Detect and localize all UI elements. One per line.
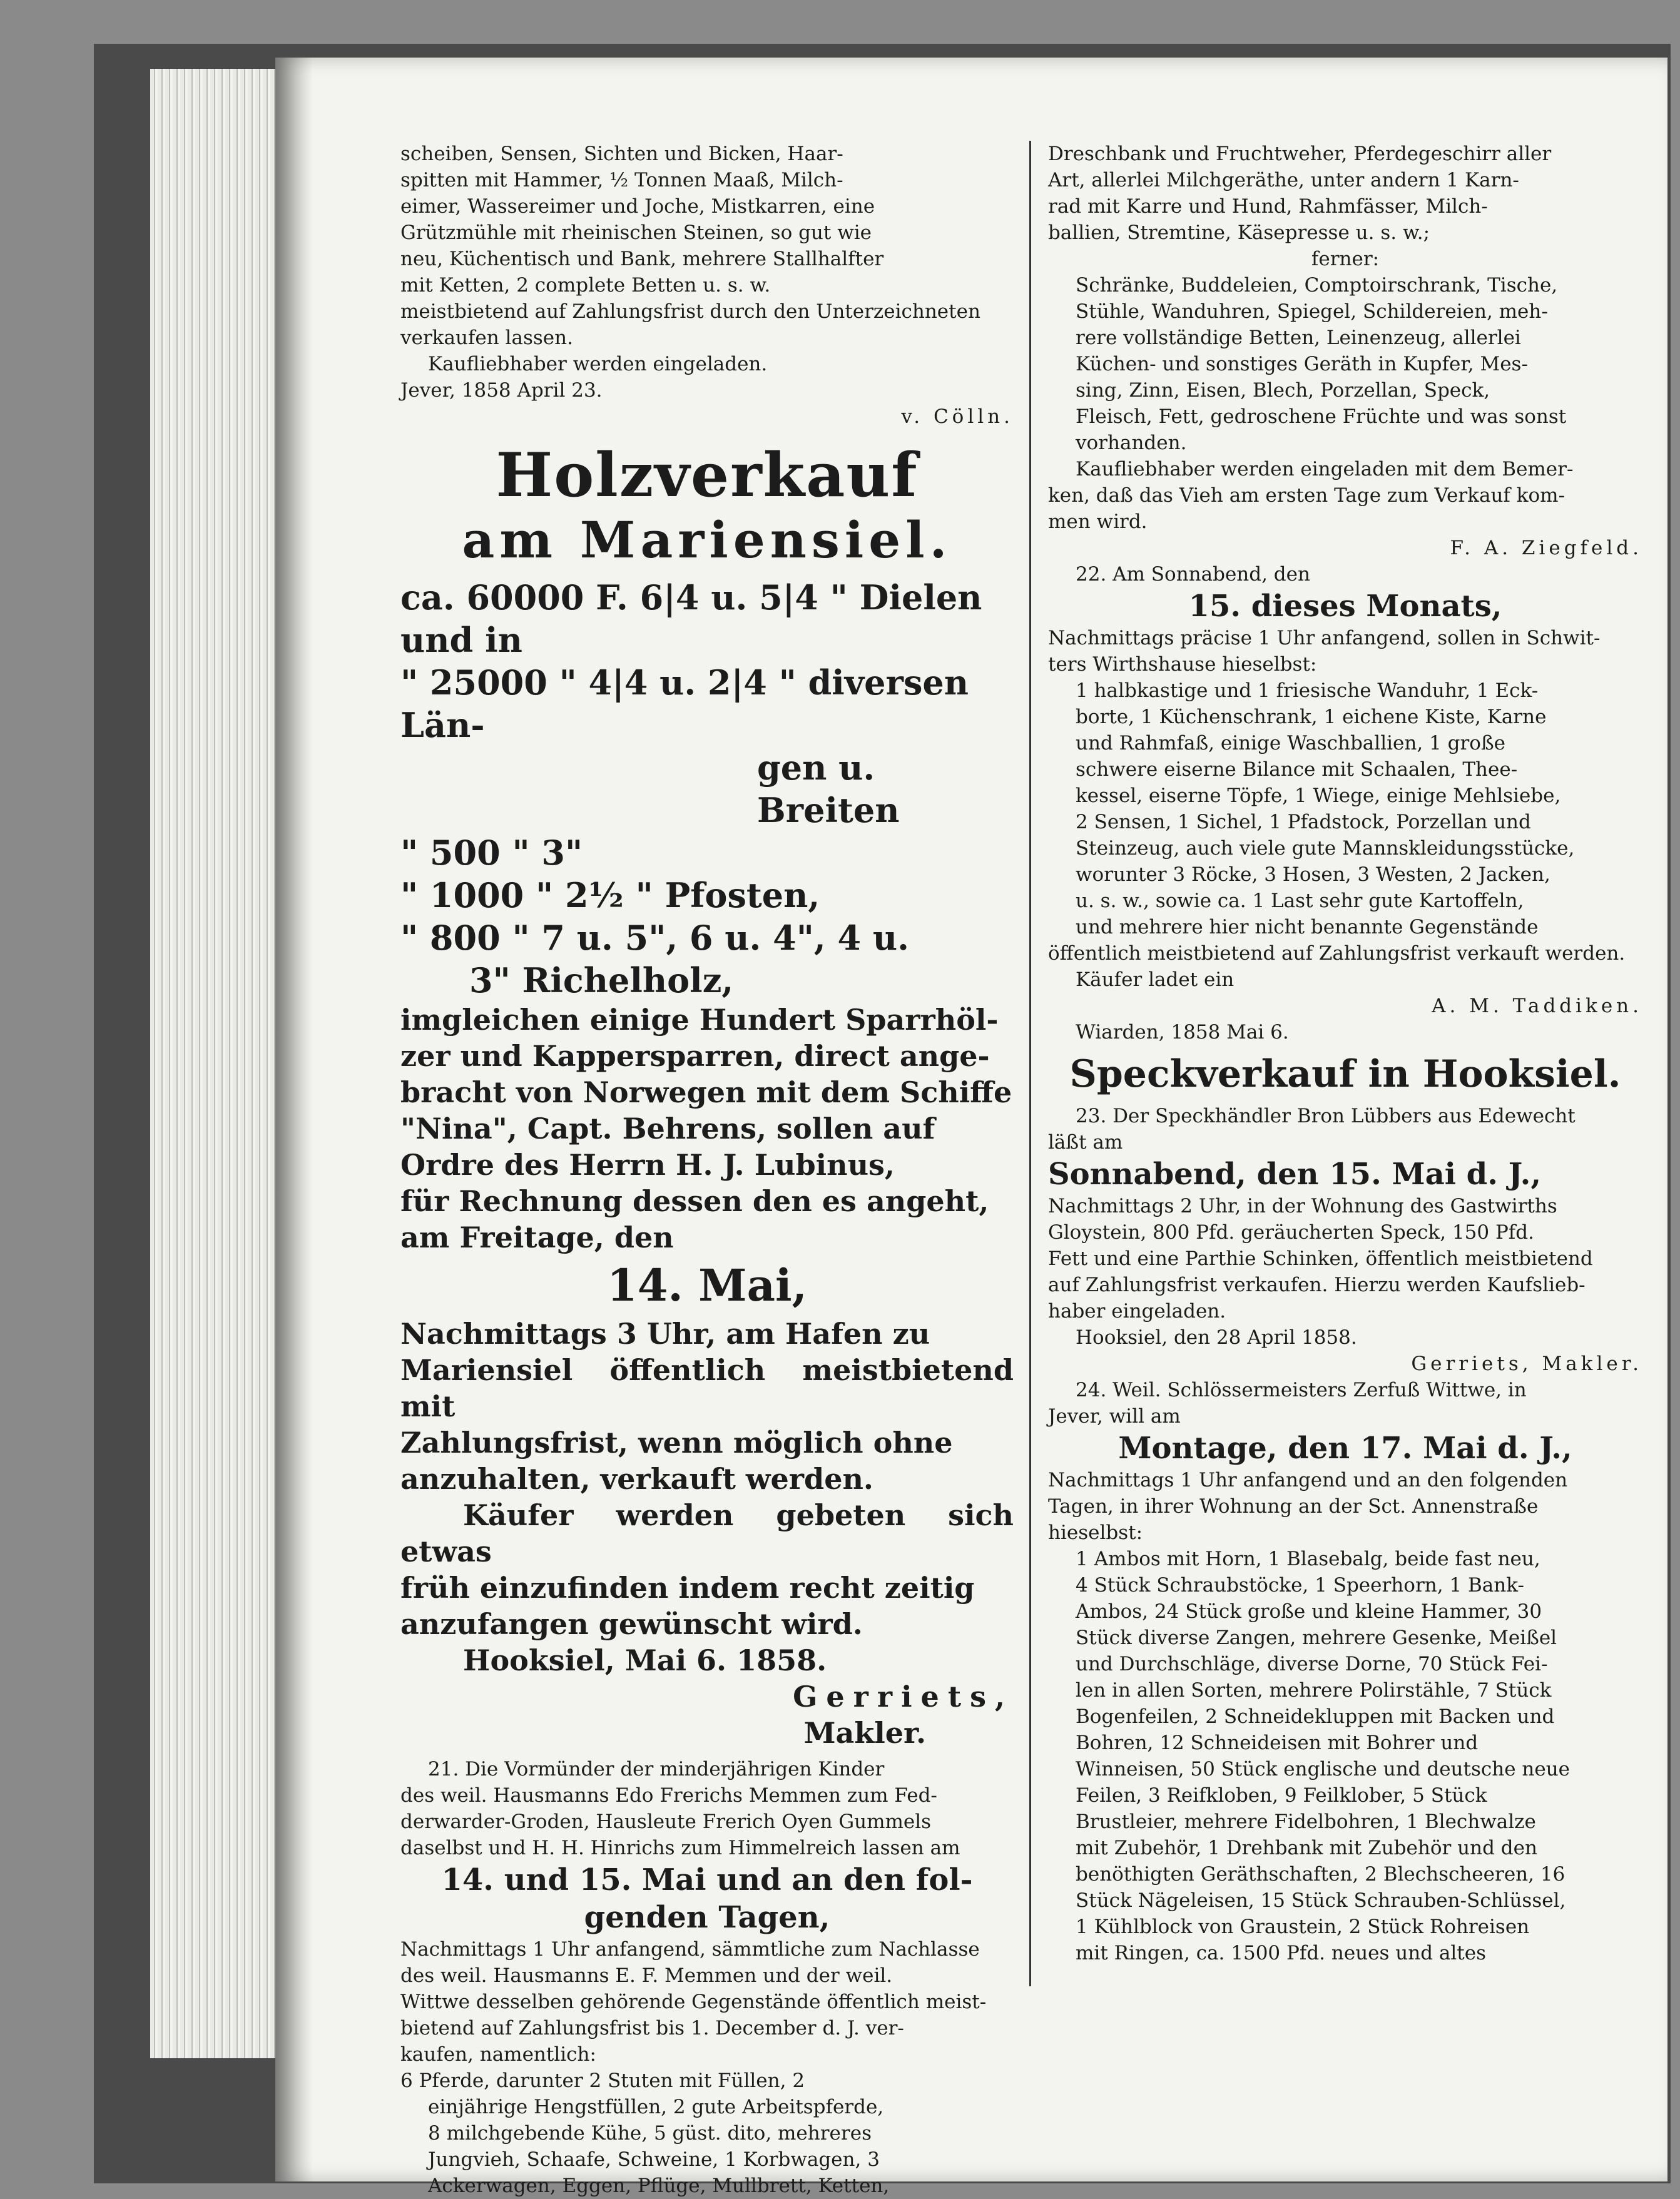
text-line: Kaufliebhaber werden eingeladen mit dem Bemer- <box>1076 458 1574 480</box>
qty-line: 3" Richelholz, <box>469 960 734 1000</box>
text-line: Nachmittags 2 Uhr, in der Wohnung des Gastwirths <box>1048 1195 1557 1217</box>
text-line: Nachmittags 1 Uhr anfangend und an den folgenden <box>1048 1469 1568 1491</box>
text-line: Käufer ladet ein <box>1076 968 1235 991</box>
notice-24-body <box>1048 1467 1642 1966</box>
qty-line: " 1000 " 2½ " Pfosten, <box>400 875 820 915</box>
qty-line: gen u. Breiten <box>757 748 900 830</box>
text-line: Jungvieh, Schaafe, Schweine, 1 Korbwagen, 3 <box>428 2148 880 2171</box>
text-line: des weil. Hausmanns E. F. Memmen und der weil. <box>400 1964 893 1987</box>
text-line: ballien, Stremtine, Käsepresse u. s. w.; <box>1048 221 1430 244</box>
text-line: rere vollständige Betten, Leinenzeug, allerlei <box>1076 327 1521 349</box>
notice-24 <box>1048 1377 1642 1430</box>
text-line: Bogenfeilen, 2 Schneidekluppen mit Backen und <box>1076 1705 1555 1728</box>
text-line: "Nina", Capt. Behrens, sollen auf <box>400 1112 935 1145</box>
text-line: am Freitage, den <box>400 1221 674 1254</box>
text-line: und mehrere hier nicht benannte Gegenstände <box>1076 916 1539 938</box>
text-line: 24. Weil. Schlössermeisters Zerfuß Wittwe, in <box>1076 1379 1527 1401</box>
text-line: benöthigten Geräthschaften, 2 Blechscheeren, 16 <box>1076 1863 1565 1886</box>
text-line: des weil. Hausmanns Edo Frerichs Memmen zum Fed- <box>400 1784 937 1807</box>
text-line: haber eingeladen. <box>1048 1300 1226 1323</box>
speckverkauf-title: Speckverkauf in Hooksiel. <box>1069 1052 1621 1096</box>
text-line: Küchen- und sonstiges Geräth in Kupfer, Mes- <box>1076 353 1528 375</box>
text-line: schwere eiserne Bilance mit Schaalen, Thee- <box>1076 758 1518 781</box>
text-line: Winneisen, 50 Stück englische und deutsche neue <box>1076 1758 1571 1780</box>
text-line: Grützmühle mit rheinischen Steinen, so gut wie <box>400 221 872 244</box>
left-column <box>400 141 1014 2199</box>
text-line: kaufen, namentlich: <box>400 2043 596 2066</box>
notice-23-body <box>1048 1193 1642 1324</box>
text-line: mit Zubehör, 1 Drehbank mit Zubehör und den <box>1076 1837 1537 1859</box>
text-line: und Durchschläge, diverse Dorne, 70 Stück Fei- <box>1076 1653 1548 1675</box>
text-line: rad mit Karre und Hund, Rahmfässer, Milch- <box>1048 195 1488 218</box>
signature-gerriets: Gerriets, <box>793 1680 1014 1714</box>
after-date-text <box>400 1316 1014 1497</box>
text-line: zer und Kappersparren, direct ange- <box>400 1039 990 1073</box>
notice-23 <box>1048 1103 1642 1155</box>
opening-paragraph-right <box>1048 141 1642 535</box>
text-line: mit Ringen, ca. 1500 Pfd. neues und altes <box>1076 1942 1487 1964</box>
text-line: derwarder-Groden, Hausleute Frerich Oyen Gummels <box>400 1810 932 1833</box>
text-line: men wird. <box>1048 510 1148 533</box>
sale-date: 14. Mai, <box>607 1259 807 1311</box>
text-line: 6 Pferde, darunter 2 Stuten mit Füllen, 2 <box>400 2069 805 2092</box>
quantity-list <box>400 576 1014 1002</box>
text-line: Stück diverse Zangen, mehrere Gesenke, Meißel <box>1076 1627 1557 1649</box>
text-line: imgleichen einige Hundert Sparrhöl- <box>400 1003 999 1037</box>
notice-21-date-cont: genden Tagen, <box>584 1900 830 1935</box>
body-text <box>400 1002 1014 1256</box>
text-line: spitten mit Hammer, ½ Tonnen Maaß, Milch- <box>400 169 843 191</box>
mariensiel-title: am Mariensiel. <box>462 510 952 569</box>
wiarden-date: Wiarden, 1858 Mai 6. <box>1076 1021 1289 1044</box>
buyers-invite: Kaufliebhaber werden eingeladen. <box>428 353 768 375</box>
text-line: 4 Stück Schraubstöcke, 1 Speerhorn, 1 Bank- <box>1076 1574 1524 1597</box>
text-line: Schränke, Buddeleien, Comptoirschrank, Tische, <box>1076 274 1558 297</box>
place-date: Hooksiel, Mai 6. 1858. <box>463 1643 827 1677</box>
qty-line: ca. 60000 F. 6|4 u. 5|4 " Dielen und in <box>400 577 982 660</box>
text-line: Stühle, Wanduhren, Spiegel, Schildereien, meh- <box>1076 300 1548 323</box>
text-line: 21. Die Vormünder der minderjährigen Kinder <box>428 1758 885 1780</box>
text-line: Zahlungsfrist, wenn möglich ohne <box>400 1426 953 1460</box>
notice-23-date: Sonnabend, den 15. Mai d. J., <box>1048 1157 1542 1192</box>
text-line: Jever, will am <box>1048 1405 1181 1428</box>
notice-21-body <box>400 1936 1014 2199</box>
text-line: Fleisch, Fett, gedroschene Früchte und was sonst <box>1076 405 1567 428</box>
notice-22-date: 15. dieses Monats, <box>1188 589 1502 624</box>
spine-shadow <box>275 58 313 2181</box>
text-line: Fett und eine Parthie Schinken, öffentlich meistbietend <box>1048 1247 1593 1270</box>
text-line: Steinzeug, auch viele gute Mannskleidungsstücke, <box>1076 837 1575 860</box>
text-line: mit Ketten, 2 complete Betten u. s. w. <box>400 274 771 297</box>
signature: v. Cölln. <box>901 405 1014 428</box>
text-line: scheiben, Sensen, Sichten und Bicken, Haar- <box>400 143 843 165</box>
page-edges <box>150 69 288 2058</box>
notice-21 <box>400 1756 1014 1861</box>
text-line: 2 Sensen, 1 Sichel, 1 Pfadstock, Porzellan und <box>1076 811 1531 833</box>
text-line: 8 milchgebende Kühe, 5 güst. dito, mehreres <box>428 2122 872 2145</box>
text-line: anzuhalten, verkauft werden. <box>400 1462 873 1496</box>
text-line: Ambos, 24 Stück große und kleine Hammer, 30 <box>1076 1600 1542 1623</box>
text-line: Brustleier, mehrere Fidelbohren, 1 Blechwalze <box>1076 1810 1536 1833</box>
text-line: worunter 3 Röcke, 3 Hosen, 3 Westen, 2 Jacken, <box>1076 863 1550 886</box>
text-line: hieselbst: <box>1048 1521 1143 1544</box>
text-line: Nachmittags 3 Uhr, am Hafen zu <box>400 1317 930 1351</box>
signature-makler: Makler. <box>803 1716 926 1750</box>
text-line: Feilen, 3 Reifkloben, 9 Feilklober, 5 Stück <box>1076 1784 1487 1807</box>
qty-line: " 500 " 3" <box>400 833 583 873</box>
text-line: Dreschbank und Fruchtweher, Pferdegeschirr aller <box>1048 143 1552 165</box>
text-line: borte, 1 Küchenschrank, 1 eichene Kiste, Karne <box>1076 706 1547 728</box>
text-line: Gloystein, 800 Pfd. geräucherten Speck, 150 Pfd. <box>1048 1221 1534 1244</box>
text-line: kessel, eiserne Töpfe, 1 Wiege, einige Mehlsiebe, <box>1076 785 1561 807</box>
text-line: bietend auf Zahlungsfrist bis 1. December d. J. ver- <box>400 2017 904 2039</box>
text-line: daselbst und H. H. Hinrichs zum Himmelreich lassen am <box>400 1837 960 1859</box>
signature-taddiken: A. M. Taddiken. <box>1432 995 1642 1017</box>
text-line: Bohren, 12 Schneideisen mit Bohrer und <box>1076 1732 1479 1754</box>
text-line: Käufer werden gebeten sich etwas <box>400 1498 1014 1568</box>
text-line: anzufangen gewünscht wird. <box>400 1607 863 1641</box>
holzverkauf-title: Holzverkauf <box>496 440 919 510</box>
notice-22: 22. Am Sonnabend, den <box>1076 563 1310 586</box>
notice-22-body <box>1048 625 1642 993</box>
text-line: Nachmittags präcise 1 Uhr anfangend, sollen in Schwit- <box>1048 627 1601 649</box>
text-line: Stück Nägeleisen, 15 Stück Schrauben-Schlüssel, <box>1076 1889 1566 1912</box>
text-line: 1 halbkastige und 1 friesische Wanduhr, 1 Eck- <box>1076 679 1539 702</box>
signature-gerriets-right: Gerriets, Makler. <box>1411 1353 1642 1375</box>
qty-line: " 25000 " 4|4 u. 2|4 " diversen Län- <box>400 663 969 745</box>
text-line: u. s. w., sowie ca. 1 Last sehr gute Kartoffeln, <box>1076 890 1524 912</box>
opening-paragraph <box>400 141 1014 351</box>
notice-21-date: 14. und 15. Mai und an den fol- <box>441 1862 973 1897</box>
right-column <box>1048 141 1642 1966</box>
text-line: verkaufen lassen. <box>400 327 573 349</box>
text-line: auf Zahlungsfrist verkaufen. Hierzu werden Kaufslieb- <box>1048 1274 1586 1296</box>
text-line: Wittwe desselben gehörende Gegenstände öffentlich meist- <box>400 1991 987 2013</box>
text-line: 1 Kühlblock von Graustein, 2 Stück Rohreisen <box>1076 1916 1530 1938</box>
text-line: eimer, Wassereimer und Joche, Mistkarren, eine <box>400 195 875 218</box>
text-line: Ackerwagen, Eggen, Pflüge, Mullbrett, Ketten, <box>428 2175 890 2197</box>
text-line: 1 Ambos mit Horn, 1 Blasebalg, beide fast neu, <box>1076 1548 1540 1570</box>
text-line: Nachmittags 1 Uhr anfangend, sämmtliche zum Nachlasse <box>400 1938 980 1961</box>
text-line: vorhanden. <box>1076 432 1187 454</box>
column-divider <box>1029 141 1031 1986</box>
text-line: Ordre des Herrn H. J. Lubinus, <box>400 1148 895 1182</box>
text-line: bracht von Norwegen mit dem Schiffe <box>400 1075 1012 1109</box>
text-line: Mariensiel öffentlich meistbietend mit <box>400 1353 1014 1423</box>
text-line: len in allen Sorten, mehrere Polirstähle, 7 Stück <box>1076 1679 1552 1702</box>
text-line: für Rechnung dessen den es angeht, <box>400 1184 989 1218</box>
text-line: Art, allerlei Milchgeräthe, unter andern 1 Karn- <box>1048 169 1519 191</box>
text-line: ken, daß das Vieh am ersten Tage zum Verkauf kom- <box>1048 484 1565 507</box>
text-line: meistbietend auf Zahlungsfrist durch den Unterzeichneten <box>400 300 980 323</box>
text-line: neu, Küchentisch und Bank, mehrere Stallhalfter <box>400 248 884 270</box>
text-line: Tagen, in ihrer Wohnung an der Sct. Annenstraße <box>1048 1495 1539 1518</box>
invite-text <box>400 1497 1014 1642</box>
text-line: ters Wirthshause hieselbst: <box>1048 653 1317 676</box>
text-line: einjährige Hengstfüllen, 2 gute Arbeitspferde, <box>428 2096 884 2118</box>
hooksiel-date: Hooksiel, den 28 April 1858. <box>1076 1326 1357 1349</box>
text-line: 23. Der Speckhändler Bron Lübbers aus Edewecht <box>1076 1105 1576 1127</box>
text-line: und Rahmfaß, einige Waschballien, 1 große <box>1076 732 1506 754</box>
qty-line: " 800 " 7 u. 5", 6 u. 4", 4 u. <box>400 918 909 958</box>
notice-24-date: Montage, den 17. Mai d. J., <box>1118 1431 1572 1466</box>
text-line: früh einzufinden indem recht zeitig <box>400 1571 975 1605</box>
text-line: öffentlich meistbietend auf Zahlungsfrist verkauft werden. <box>1048 942 1626 965</box>
text-line: läßt am <box>1048 1131 1123 1154</box>
text-line: sing, Zinn, Eisen, Blech, Porzellan, Speck, <box>1076 379 1490 402</box>
text-line: ferner: <box>1311 248 1380 270</box>
signature-ziegfeld: F. A. Ziegfeld. <box>1450 537 1642 559</box>
date-line: Jever, 1858 April 23. <box>400 379 603 402</box>
